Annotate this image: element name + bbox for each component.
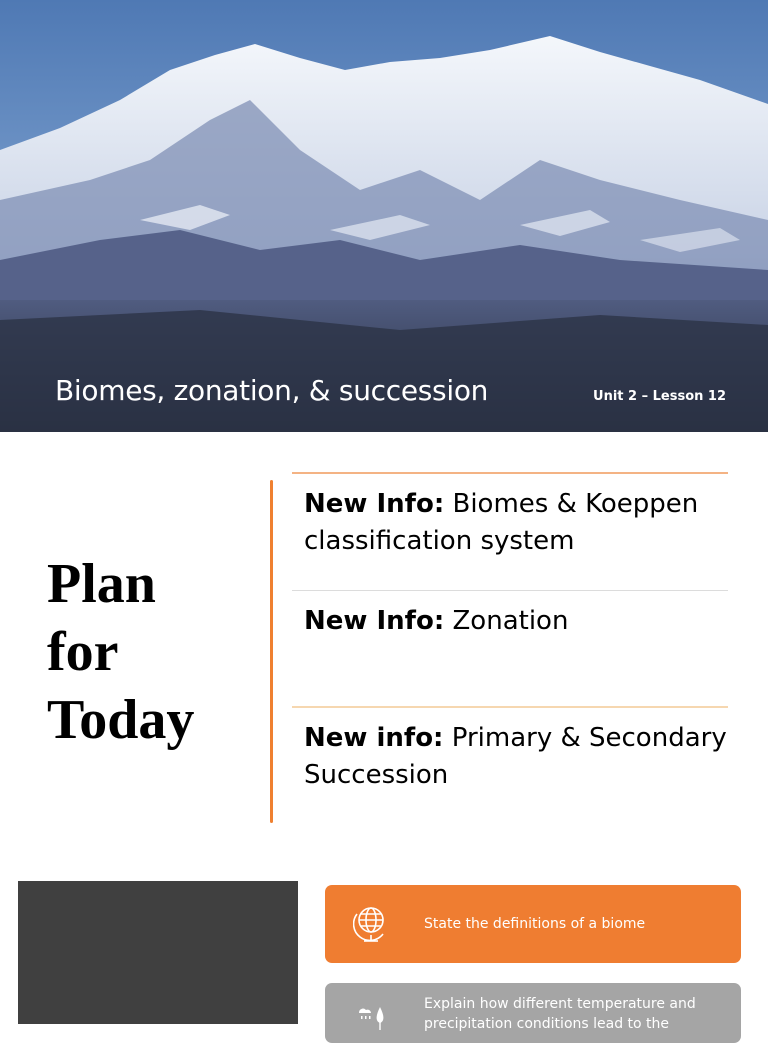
lesson-title: Biomes, zonation, & succession (55, 374, 489, 407)
plan-heading (47, 550, 257, 754)
agenda-item-text: Primary & Secondary Succession (304, 723, 727, 790)
plan-slide (0, 432, 768, 842)
agenda-item-text: Biomes & Koeppen classification system (304, 489, 699, 556)
objective-card (325, 983, 741, 1043)
weather-icon (353, 1003, 393, 1033)
plan-heading-line: for (47, 621, 119, 683)
agenda-item (292, 706, 728, 830)
mountain-photo (0, 0, 768, 432)
plan-heading-line: Plan (47, 553, 156, 615)
agenda-item-label: New info: (304, 723, 444, 753)
objectives-slide (0, 842, 768, 1032)
accent-divider (270, 480, 273, 823)
objective-text: State the definitions of a biome (424, 916, 646, 932)
agenda-item-label: New Info: (304, 606, 445, 636)
agenda-item (292, 472, 728, 590)
agenda-item-text: Zonation (452, 606, 569, 636)
objective-card (325, 885, 741, 963)
agenda-item-label: New Info: (304, 489, 445, 519)
title-slide (0, 0, 768, 432)
agenda-item (292, 590, 728, 706)
agenda-list (292, 472, 728, 830)
dark-panel (18, 881, 298, 1024)
plan-heading-line: Today (47, 689, 195, 751)
globe-icon (353, 904, 389, 944)
lesson-number: Unit 2 – Lesson 12 (593, 389, 726, 404)
objective-text: Explain how different temperature and precipitation conditions lead to the (424, 996, 696, 1032)
